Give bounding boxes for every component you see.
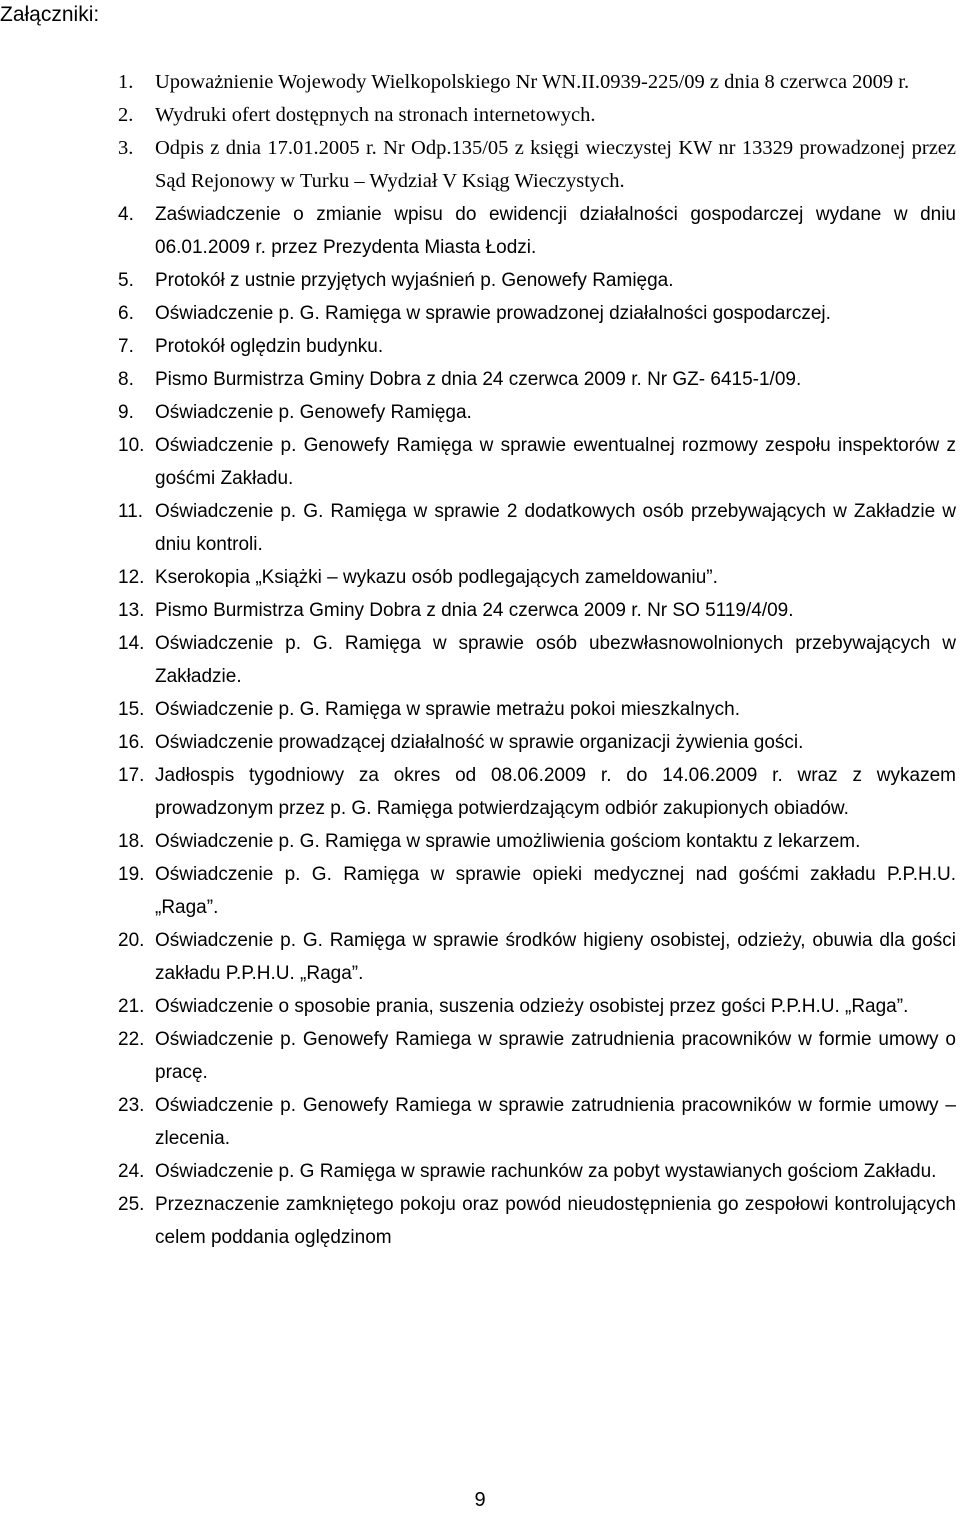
- attachments-list: [118, 66, 956, 1254]
- list-item: [118, 66, 956, 99]
- item-number: 17.: [118, 765, 145, 786]
- item-text: Zaświadczenie o zmianie wpisu do ewidencji działalności gospodarczej wydane w dniu 06.01.2009 r. przez Prezydenta Miasta Łodzi.: [155, 204, 956, 258]
- item-number: 18.: [118, 831, 145, 852]
- item-text: Protokół oględzin budynku.: [155, 336, 384, 357]
- item-text: Protokół z ustnie przyjętych wyjaśnień p. Genowefy Ramięga.: [155, 270, 674, 291]
- item-number: 9.: [118, 402, 134, 423]
- item-text: Oświadczenie p. G. Ramięga w sprawie umożliwienia gościom kontaktu z lekarzem.: [155, 831, 861, 852]
- list-item: [118, 1089, 956, 1155]
- item-number: 13.: [118, 600, 145, 621]
- item-text: Oświadczenie o sposobie prania, suszenia odzieży osobistej przez gości P.P.H.U. „Raga”.: [155, 996, 909, 1017]
- item-text: Oświadczenie p. G. Ramięga w sprawie osób ubezwłasnowolnionych przebywających w Zakładzie.: [155, 633, 956, 687]
- item-number: 8.: [118, 369, 134, 390]
- item-text: Pismo Burmistrza Gminy Dobra z dnia 24 czerwca 2009 r. Nr SO 5119/4/09.: [155, 600, 794, 621]
- item-number: 6.: [118, 303, 134, 324]
- item-text: Oświadczenie p. Genowefy Ramiega w sprawie zatrudnienia pracowników w formie umowy o pracę.: [155, 1029, 956, 1083]
- item-number: 24.: [118, 1161, 145, 1182]
- item-number: 7.: [118, 336, 134, 357]
- item-text: Odpis z dnia 17.01.2005 r. Nr Odp.135/05 z księgi wieczystej KW nr 13329 prowadzonej przez Sąd Rejonowy w Turku – Wydział V Ksiąg Wieczystych.: [155, 137, 956, 192]
- list-item: [118, 858, 956, 924]
- item-number: 11.: [118, 501, 144, 522]
- list-item: [118, 825, 956, 858]
- item-number: 19.: [118, 864, 145, 885]
- list-item: [118, 363, 956, 396]
- list-item: [118, 297, 956, 330]
- list-item: [118, 1023, 956, 1089]
- item-text: Wydruki ofert dostępnych na stronach internetowych.: [155, 104, 596, 126]
- item-text: Oświadczenie p. G. Ramięga w sprawie opieki medycznej nad gośćmi zakładu P.P.H.U. „Raga”.: [155, 864, 956, 918]
- item-text: Oświadczenie p. G. Ramięga w sprawie 2 dodatkowych osób przebywających w Zakładzie w dniu kontroli.: [155, 501, 956, 555]
- list-item: [118, 693, 956, 726]
- list-item: [118, 330, 956, 363]
- item-number: 10.: [118, 435, 145, 456]
- list-item: [118, 264, 956, 297]
- list-item: [118, 132, 956, 198]
- item-number: 2.: [118, 104, 134, 126]
- item-text: Oświadczenie p. G. Ramięga w sprawie prowadzonej działalności gospodarczej.: [155, 303, 831, 324]
- item-number: 23.: [118, 1095, 145, 1116]
- item-number: 12.: [118, 567, 145, 588]
- list-item: [118, 99, 956, 132]
- item-text: Oświadczenie p. G. Ramięga w sprawie metrażu pokoi mieszkalnych.: [155, 699, 741, 720]
- item-number: 22.: [118, 1029, 145, 1050]
- item-text: Upoważnienie Wojewody Wielkopolskiego Nr WN.II.0939-225/09 z dnia 8 czerwca 2009 r.: [155, 71, 910, 93]
- list-item: [118, 627, 956, 693]
- item-number: 15.: [118, 699, 145, 720]
- item-text: Przeznaczenie zamkniętego pokoju oraz powód nieudostępnienia go zespołowi kontrolujących celem poddania oględzinom: [155, 1194, 956, 1248]
- list-item: [118, 429, 956, 495]
- list-item: [118, 990, 956, 1023]
- list-item: [118, 1155, 956, 1188]
- item-text: Kserokopia „Książki – wykazu osób podlegających zameldowaniu”.: [155, 567, 718, 588]
- item-text: Jadłospis tygodniowy za okres od 08.06.2009 r. do 14.06.2009 r. wraz z wykazem prowadzonym przez p. G. Ramięga potwierdzającym odbiór zakupionych obiadów.: [155, 765, 956, 819]
- list-item: [118, 594, 956, 627]
- item-number: 1.: [118, 71, 134, 93]
- item-text: Pismo Burmistrza Gminy Dobra z dnia 24 czerwca 2009 r. Nr GZ- 6415-1/09.: [155, 369, 802, 390]
- attachments-heading: Załączniki:: [0, 3, 100, 26]
- item-number: 14.: [118, 633, 145, 654]
- item-number: 16.: [118, 732, 145, 753]
- item-number: 21.: [118, 996, 145, 1017]
- item-text: Oświadczenie p. Genowefy Ramiega w sprawie zatrudnienia pracowników w formie umowy – zlecenia.: [155, 1095, 956, 1149]
- item-text: Oświadczenie p. Genowefy Ramięga w sprawie ewentualnej rozmowy zespołu inspektorów z gośćmi Zakładu.: [155, 435, 956, 489]
- list-item: [118, 495, 956, 561]
- list-item: [118, 561, 956, 594]
- item-text: Oświadczenie p. Genowefy Ramięga.: [155, 402, 472, 423]
- list-item: [118, 924, 956, 990]
- list-item: [118, 396, 956, 429]
- list-item: [118, 726, 956, 759]
- item-number: 5.: [118, 270, 134, 291]
- item-text: Oświadczenie p. G. Ramięga w sprawie środków higieny osobistej, odzieży, obuwia dla gości zakładu P.P.H.U. „Raga”.: [155, 930, 956, 984]
- list-item: [118, 1188, 956, 1254]
- item-number: 3.: [118, 137, 134, 159]
- list-item: [118, 198, 956, 264]
- item-text: Oświadczenie prowadzącej działalność w sprawie organizacji żywienia gości.: [155, 732, 804, 753]
- page-number: 9: [474, 1489, 486, 1511]
- item-number: 20.: [118, 930, 145, 951]
- list-item: [118, 759, 956, 825]
- item-number: 25.: [118, 1194, 145, 1215]
- item-number: 4.: [118, 204, 134, 225]
- item-text: Oświadczenie p. G Ramięga w sprawie rachunków za pobyt wystawianych gościom Zakładu.: [155, 1161, 937, 1182]
